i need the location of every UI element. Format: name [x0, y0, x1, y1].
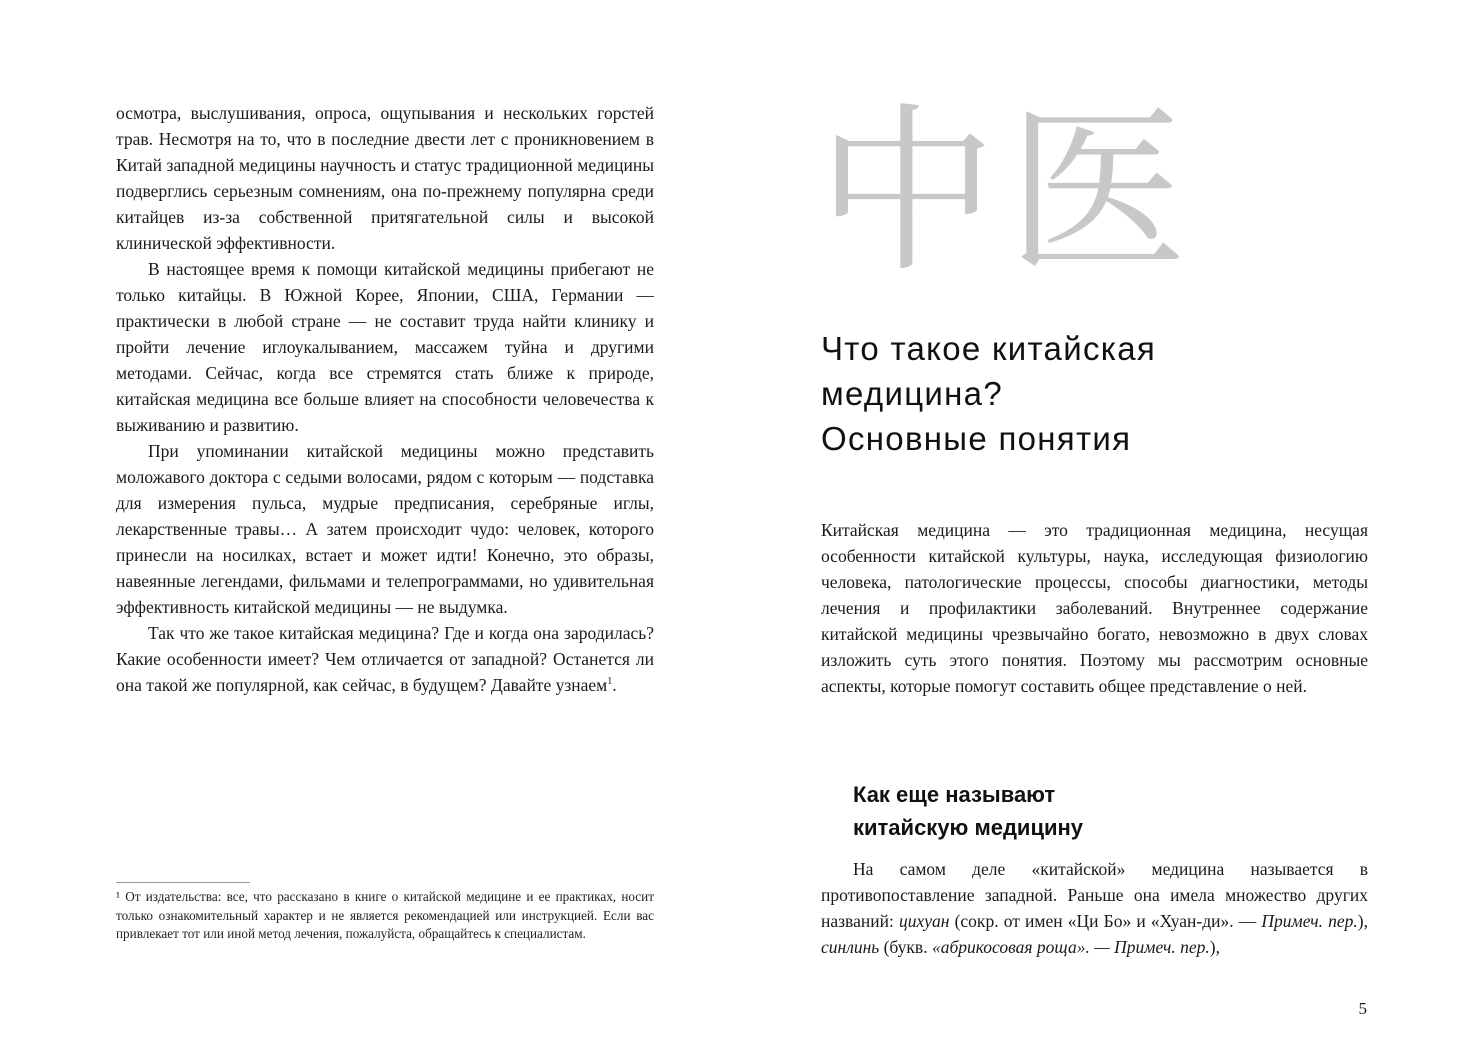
section-text-1: На самом деле «китайской» медицина называется в противопоставление западной. Раньше она имела множество других названий:	[821, 859, 1368, 931]
section-body	[821, 856, 1368, 960]
intro-paragraph: Китайская медицина — это традиционная медицина, несущая особенности китайской культуры, наука, исследующая физиологию человека, патологические процессы, способы диагностики, методы лечения и профилактики заболеваний. Внутреннее содержание китайской медицины чрезвычайно богато, невозможно в двух словах изложить суть этого понятия. Поэтому мы рассмотрим основные аспекты, которые помогут составить общее представление о ней.	[821, 520, 1368, 696]
left-page	[0, 0, 737, 1045]
section-paragraph	[821, 856, 1368, 960]
translator-note-2: «абрикосовая роща». — Примеч. пер.	[931, 937, 1210, 957]
paragraph-4: Так что же такое китайская медицина? Где и когда она зародилась? Какие особенности имеет? Чем отличается от западной? Останется ли она такой же популярной, как сейчас, в будущем? Давайте узнаем$^1$.	[116, 623, 654, 695]
section-text-5: ),	[1209, 937, 1220, 957]
chapter-hanzi: 中医	[817, 88, 1198, 297]
chapter-title-line-1: Что такое китайская	[821, 330, 1157, 367]
chapter-intro	[821, 517, 1368, 699]
chapter-title	[821, 326, 1381, 461]
footnote-divider	[116, 882, 250, 883]
paragraph-2: В настоящее время к помощи китайской медицины прибегают не только китайцы. В Южной Корее, Японии, США, Германии — практически в любой стране — не составит труда найти клинику и пройти лечение иглоукалыванием, массажем туйна и другими методами. Сейчас, когда все стремятся стать ближе к природе, китайская медицина все больше влияет на способности человечества к выживанию и развитию.	[116, 259, 654, 435]
term-qihuang: цихуан	[898, 911, 950, 931]
left-body-text	[116, 100, 654, 698]
chapter-title-line-2: медицина?	[821, 375, 1003, 412]
page-number: 5	[1358, 999, 1367, 1018]
section-text-2: (сокр. от имен «Ци Бо» и «Хуан-ди». —	[949, 911, 1262, 931]
section-text-3: ),	[1357, 911, 1368, 931]
footnote: ¹ От издательства: все, что рассказано в книге о китайской медицине и ее практиках, носит только ознакомительный характер и не является рекомендацией или инструкцией. Если вас привлекает тот или иной метод лечения, пожалуйста, обращайтесь к специалистам.	[116, 889, 654, 941]
paragraph-3: При упоминании китайской медицины можно представить моложавого доктора с седыми волосами, рядом с которым — подставка для измерения пульса, мудрые предписания, серебряные иглы, лекарственные травы… А затем происходит чудо: человек, которого принесли на носилках, встает и может идти! Конечно, это образы, навеянные легендами, фильмами и телепрограммами, но удивительная эффективность китайской медицины — не выдумка.	[116, 441, 654, 617]
translator-note-1: Примеч. пер.	[1261, 911, 1358, 931]
footnote-marker: 1	[607, 676, 613, 688]
right-page	[737, 0, 1475, 1045]
section-heading-line-1: Как еще называют	[853, 782, 1056, 807]
section-heading-line-2: китайскую медицину	[853, 815, 1084, 840]
chapter-title-line-3: Основные понятия	[821, 420, 1132, 457]
section-text-4: (букв.	[879, 937, 932, 957]
section-heading	[853, 778, 1373, 844]
term-xinglin: синлинь	[821, 937, 880, 957]
paragraph-4-text: Так что же такое китайская медицина? Где и когда она зародилась? Какие особенности имеет? Чем отличается от западной? Останется ли она такой же популярной, как сейчас, в будущем? Давайте узнаем	[116, 623, 654, 695]
paragraph-1: осмотра, выслушивания, опроса, ощупывания и нескольких горстей трав. Несмотря на то, что в последние двести лет с проникновением в Китай западной медицины научность и статус традиционной медицины подверглись серьезным сомнениям, она по-прежнему популярна среди китайцев из-за собственной притягательной силы и высокой клинической эффективности.	[116, 103, 654, 253]
